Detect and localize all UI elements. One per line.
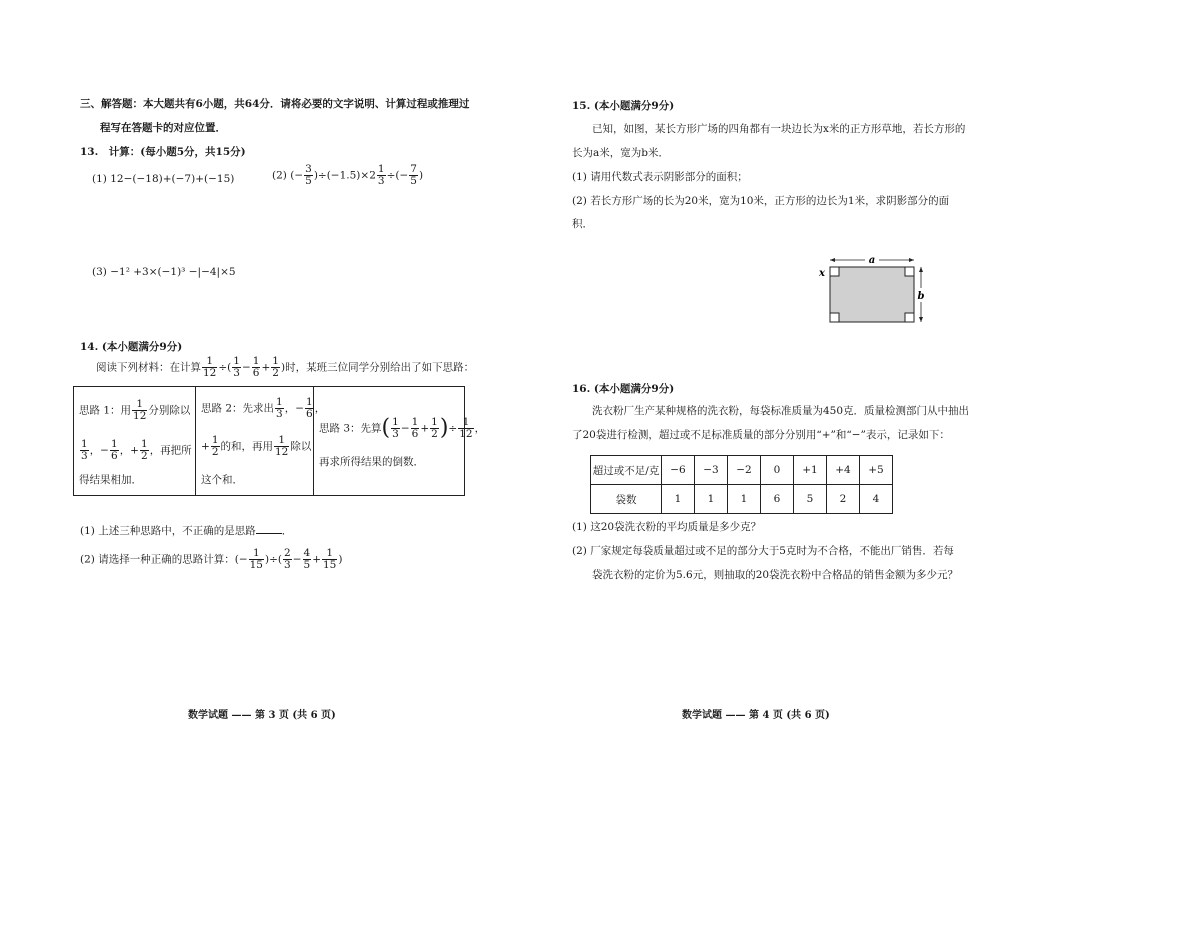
q16-line1: 洗衣粉厂生产某种规格的洗衣粉，每袋标准质量为450克．质量检测部门从中抽出 xyxy=(592,405,970,417)
table-header: 袋数 xyxy=(591,485,662,514)
label-x: x xyxy=(819,268,825,279)
table-cell: 2 xyxy=(827,485,860,514)
table-cell: −2 xyxy=(728,456,761,485)
q15-sub1: (1) 请用代数式表示阴影部分的面积； xyxy=(572,171,748,183)
q15-line2: 长为a米，宽为b米． xyxy=(572,147,669,159)
table-cell: 4 xyxy=(860,485,893,514)
q16-line2: 了20袋进行检测，超过或不足标准质量的部分分别用“+”和“−”表示，记录如下： xyxy=(572,429,950,441)
record-table xyxy=(590,455,893,514)
table-header: 超过或不足/克 xyxy=(591,456,662,485)
label-b: b xyxy=(917,291,925,302)
section-heading-cont: 程写在答题卡的对应位置． xyxy=(100,122,226,134)
table-cell: −3 xyxy=(695,456,728,485)
rectangle-figure xyxy=(815,252,935,330)
table-cell: 5 xyxy=(794,485,827,514)
q13-heading: 13. 计算：(每小题5分，共15分) xyxy=(80,146,246,158)
q16-sub1: (1) 这20袋洗衣粉的平均质量是多少克？ xyxy=(572,521,762,533)
table-cell: 0 xyxy=(761,456,794,485)
table-cell: +5 xyxy=(860,456,893,485)
q14-sub1: (1) 上述三种思路中，不正确的是思路 ． xyxy=(80,525,293,537)
q14-heading: 14. (本小题满分9分) xyxy=(80,341,183,353)
idea-1: 思路 1：用 $\frac{1}{12}$ 分别除以 $\frac{1}{3}$ ，− $\frac{1}{6}$ ，+ $\frac{1}{2}$ ，再把所 得结果相加． xyxy=(74,387,196,495)
table-row xyxy=(591,485,893,514)
q15-line1: 已知，如图，某长方形广场的四角都有一块边长为x米的正方形草地，若长方形的 xyxy=(592,123,966,135)
table-cell: +1 xyxy=(794,456,827,485)
page-footer: 数学试题 —— 第 4 页 (共 6 页) xyxy=(682,710,830,721)
ideas-table xyxy=(73,386,486,496)
q13-part3: (3) −1² +3×(−1)³ −|−4|×5 xyxy=(92,266,236,278)
section-heading: 三、解答题：本大题共有6小题，共64分．请将必要的文字说明、计算过程或推理过 xyxy=(80,98,470,110)
table-cell: −6 xyxy=(662,456,695,485)
q16-sub2-cont: 袋洗衣粉的定价为5.6元，则抽取的20袋洗衣粉中合格品的销售金额为多少元？ xyxy=(592,569,959,581)
q15-sub2: (2) 若长方形广场的长为20米，宽为10米，正方形的边长为1米，求阴影部分的面 xyxy=(572,195,950,207)
q16-heading: 16. (本小题满分9分) xyxy=(572,383,675,395)
table-cell: 6 xyxy=(761,485,794,514)
label-a: a xyxy=(868,255,876,266)
table-cell: 1 xyxy=(695,485,728,514)
page-footer: 数学试题 —— 第 3 页 (共 6 页) xyxy=(188,710,336,721)
q14-intro: 阅读下列材料：在计算 $\frac{1}{12}$ ÷( $\frac{1}{3}$ − $\frac{1}{6}$ + $\frac{1}{2}$ )时，某班三位同学分别给出了如下思路： xyxy=(96,355,475,379)
q16-sub2: (2) 厂家规定每袋质量超过或不足的部分大于5克时为不合格，不能出厂销售．若每 xyxy=(572,545,954,557)
table-cell: 1 xyxy=(662,485,695,514)
table-cell: 1 xyxy=(728,485,761,514)
idea-3: 思路 3：先算( $\frac{1}{3}$ − $\frac{1}{6}$ + $\frac{1}{2}$ )÷ $\frac{1}{12}$ ， 再求所得结果的倒数． xyxy=(319,415,486,468)
q14-sub2: (2) 请选择一种正确的思路计算：(− $\frac{1}{15}$ )÷( $\frac{2}{3}$ − $\frac{4}{5}$ + $\frac{1}{15}$ ) xyxy=(80,547,343,571)
q15-sub2-cont: 积． xyxy=(572,218,593,230)
table-cell: +4 xyxy=(827,456,860,485)
q13-part1: (1) 12−(−18)+(−7)+(−15) xyxy=(92,173,235,185)
q13-part2: (2) (− $\frac{3}{5}$ )÷(−1.5)×2 $\frac{1}{3}$ ÷(− $\frac{7}{5}$ ) xyxy=(272,163,424,187)
q15-heading: 15. (本小题满分9分) xyxy=(572,100,675,112)
table-row xyxy=(591,456,893,485)
idea-2: 思路 2：先求出 $\frac{1}{3}$ ，− $\frac{1}{6}$ ， + $\frac{1}{2}$ 的和，再用 $\frac{1}{12}$ 除以 这个和． xyxy=(196,387,314,495)
